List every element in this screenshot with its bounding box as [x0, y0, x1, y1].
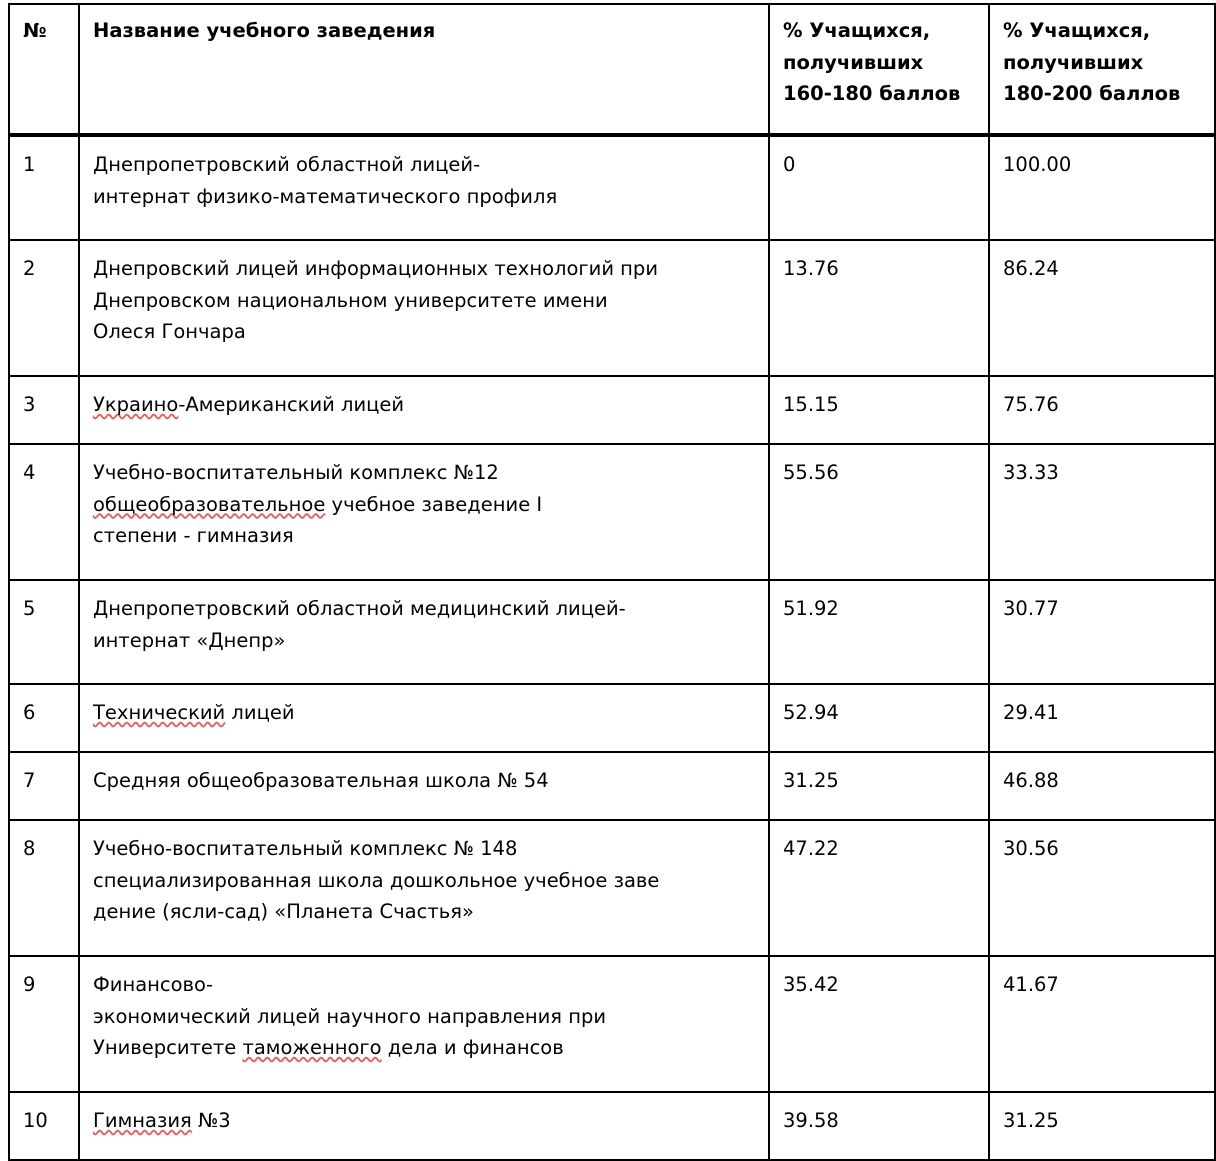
cell-institution-name [79, 684, 769, 752]
cell-percent-180-200: 33.33 [989, 444, 1215, 580]
table-header [9, 4, 1215, 135]
institution-name-line: Украино-Американский лицей [93, 393, 405, 416]
cell-percent-180-200: 46.88 [989, 752, 1215, 820]
institution-name-line: Финансово- [93, 973, 214, 996]
institution-name-line: Гимназия №3 [93, 1109, 231, 1132]
school-scores-table [8, 3, 1216, 1161]
cell-percent-160-180: 51.92 [769, 580, 989, 684]
cell-row-number: 10 [9, 1092, 79, 1160]
column-header-band-160-180-line3: 160-180 баллов [783, 82, 961, 106]
column-header-band-180-200-line2: получивших [1003, 50, 1144, 74]
cell-institution-name [79, 1092, 769, 1160]
institution-name-line: Учебно-воспитательный комплекс №12 [93, 461, 499, 484]
cell-percent-160-180: 52.94 [769, 684, 989, 752]
table-row [9, 240, 1215, 376]
institution-name-line: общеобразовательное учебное заведение I [93, 492, 543, 516]
institution-name-line: специализированная школа дошкольное учебное заве [93, 868, 660, 892]
institution-name-line: Днепропетровский областной медицинский лицей- [93, 597, 626, 620]
cell-institution-name [79, 444, 769, 580]
column-header-band-160-180-line2: получивших [783, 50, 924, 74]
cell-institution-name [79, 820, 769, 956]
table-row [9, 1092, 1215, 1160]
cell-percent-180-200: 29.41 [989, 684, 1215, 752]
table-row [9, 444, 1215, 580]
cell-percent-160-180: 39.58 [769, 1092, 989, 1160]
column-header-band-160-180 [769, 4, 989, 135]
institution-name-line: Олеся Гончара [93, 320, 246, 344]
table-row [9, 956, 1215, 1092]
cell-row-number: 8 [9, 820, 79, 956]
institution-name-line: Днепровском национальном университете имени [93, 288, 608, 312]
cell-row-number: 4 [9, 444, 79, 580]
column-header-band-180-200 [989, 4, 1215, 135]
table-row [9, 752, 1215, 820]
cell-percent-160-180: 31.25 [769, 752, 989, 820]
column-header-institution-name-label: Название учебного заведения [93, 19, 436, 42]
cell-percent-160-180: 13.76 [769, 240, 989, 376]
institution-name-line: Университете таможенного дела и финансов [93, 1036, 564, 1060]
cell-institution-name [79, 752, 769, 820]
table-row [9, 580, 1215, 684]
institution-name-line: интернат «Днепр» [93, 628, 286, 652]
cell-percent-180-200: 100.00 [989, 135, 1215, 240]
cell-percent-160-180: 35.42 [769, 956, 989, 1092]
cell-percent-160-180: 15.15 [769, 376, 989, 444]
institution-name-line: дение (ясли-сад) «Планета Счастья» [93, 900, 474, 924]
institution-name-line: Днепровский лицей информационных технологий при [93, 257, 658, 280]
table-row [9, 684, 1215, 752]
institution-name-line: Учебно-воспитательный комплекс № 148 [93, 837, 518, 860]
cell-percent-180-200: 86.24 [989, 240, 1215, 376]
cell-row-number: 7 [9, 752, 79, 820]
cell-percent-180-200: 31.25 [989, 1092, 1215, 1160]
cell-percent-180-200: 30.56 [989, 820, 1215, 956]
institution-name-line: степени - гимназия [93, 524, 294, 548]
cell-percent-180-200: 30.77 [989, 580, 1215, 684]
cell-institution-name [79, 956, 769, 1092]
cell-row-number: 2 [9, 240, 79, 376]
column-header-band-180-200-line1: % Учащихся, [1003, 19, 1151, 42]
institution-name-line: экономический лицей научного направления при [93, 1004, 607, 1028]
table-row [9, 376, 1215, 444]
table-header-row [9, 4, 1215, 135]
table-body [9, 135, 1215, 1160]
cell-institution-name [79, 135, 769, 240]
cell-institution-name [79, 580, 769, 684]
column-header-institution-name [79, 4, 769, 135]
column-header-number [9, 4, 79, 135]
cell-percent-160-180: 0 [769, 135, 989, 240]
column-header-band-180-200-line3: 180-200 баллов [1003, 82, 1181, 106]
cell-percent-160-180: 55.56 [769, 444, 989, 580]
cell-row-number: 3 [9, 376, 79, 444]
cell-row-number: 1 [9, 135, 79, 240]
cell-institution-name [79, 376, 769, 444]
column-header-number-label: № [23, 19, 47, 42]
table-row [9, 820, 1215, 956]
cell-institution-name [79, 240, 769, 376]
cell-percent-180-200: 41.67 [989, 956, 1215, 1092]
institution-name-line: Технический лицей [93, 701, 295, 724]
institution-name-line: Днепропетровский областной лицей- [93, 153, 481, 176]
column-header-band-160-180-line1: % Учащихся, [783, 19, 931, 42]
institution-name-line: интернат физико-математического профиля [93, 184, 558, 208]
cell-row-number: 9 [9, 956, 79, 1092]
institution-name-line: Средняя общеобразовательная школа № 54 [93, 769, 549, 792]
cell-row-number: 6 [9, 684, 79, 752]
table-row [9, 135, 1215, 240]
cell-row-number: 5 [9, 580, 79, 684]
cell-percent-180-200: 75.76 [989, 376, 1215, 444]
cell-percent-160-180: 47.22 [769, 820, 989, 956]
